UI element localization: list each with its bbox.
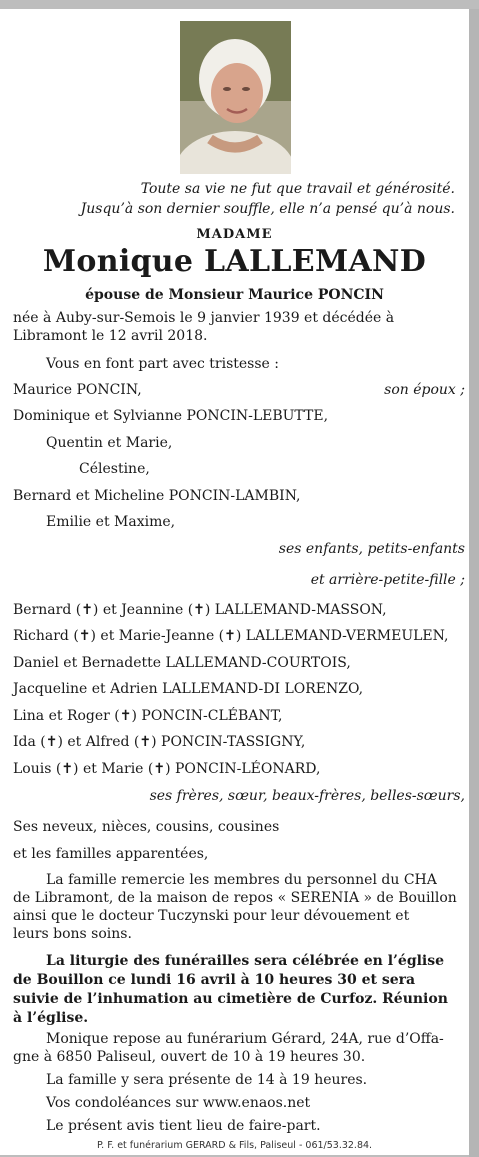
sibling-line: Richard (✝) et Marie-Jeanne (✝) LALLEMAND-VERMEULEN, [13, 628, 449, 644]
presence-line: La famille y sera présente de 14 à 19 heures. [46, 1072, 368, 1088]
funeral-line: à l’église. [13, 1010, 89, 1026]
quote-line-2: Jusqu’à son dernier souffle, elle n’a pensé qu’à nous. [80, 201, 455, 217]
family-line: Quentin et Marie, [46, 435, 173, 451]
spouse-line: épouse de Monsieur Maurice PONCIN [85, 287, 384, 303]
family-line: Bernard et Micheline PONCIN-LAMBIN, [13, 488, 301, 504]
sibling-line: Lina et Roger (✝) PONCIN-CLÉBANT, [13, 708, 283, 724]
sibling-line: Louis (✝) et Marie (✝) PONCIN-LÉONARD, [13, 761, 321, 777]
thanks-line: La famille remercie les membres du personnel du CHA [46, 872, 437, 888]
birth-line-2: Libramont le 12 avril 2018. [13, 328, 208, 344]
funeral-line: La liturgie des funérailles sera célébrée en l’église [46, 953, 445, 969]
portrait-photo [180, 21, 291, 174]
birth-line-1: née à Auby-sur-Semois le 9 janvier 1939 et décédée à [13, 310, 395, 326]
page-shadow [469, 9, 479, 1157]
extended-family-2: et les familles apparentées, [13, 846, 209, 862]
condolences-line: Vos condoléances sur www.enaos.net [46, 1095, 311, 1111]
rest-line: Monique repose au funérarium Gérard, 24A, rue d’Offa- [46, 1031, 444, 1047]
siblings-role: ses frères, sœur, beaux-frères, belles-sœurs, [149, 788, 465, 804]
spouse-role: son époux ; [384, 382, 465, 398]
funeral-home-footer: P. F. et funérarium GERARD & Fils, Paliseul - 061/53.32.84. [96, 1140, 373, 1151]
children-role-2: et arrière-petite-fille ; [310, 572, 465, 588]
sibling-line: Jacqueline et Adrien LALLEMAND-DI LORENZO, [13, 681, 364, 697]
intro-text: Vous en font part avec tristesse : [46, 356, 279, 372]
family-line: Dominique et Sylvianne PONCIN-LEBUTTE, [13, 408, 329, 424]
honorific: MADAME [196, 227, 273, 242]
family-line: Célestine, [79, 461, 150, 477]
thanks-line: de Libramont, de la maison de repos « SERENIA » de Bouillon [13, 890, 457, 906]
sibling-line: Ida (✝) et Alfred (✝) PONCIN-TASSIGNY, [13, 734, 306, 750]
spouse-name: Maurice PONCIN, [13, 382, 142, 398]
thanks-line: leurs bons soins. [13, 926, 132, 942]
deceased-name: Monique LALLEMAND [42, 244, 427, 279]
quote-line-1: Toute sa vie ne fut que travail et générosité. [140, 181, 455, 197]
rest-line: gne à 6850 Paliseul, ouvert de 10 à 19 heures 30. [13, 1049, 366, 1065]
thanks-line: ainsi que le docteur Tuczynski pour leur dévouement et [13, 908, 410, 924]
funeral-line: de Bouillon ce lundi 16 avril à 10 heures 30 et sera [13, 972, 416, 988]
family-line: Emilie et Maxime, [46, 514, 176, 530]
notice-line: Le présent avis tient lieu de faire-part. [46, 1118, 321, 1134]
sibling-line: Daniel et Bernadette LALLEMAND-COURTOIS, [13, 655, 351, 671]
funeral-line: suivie de l’inhumation au cimetière de Curfoz. Réunion [13, 991, 448, 1007]
sibling-line: Bernard (✝) et Jeannine (✝) LALLEMAND-MASSON, [13, 602, 387, 618]
extended-family-1: Ses neveux, nièces, cousins, cousines [13, 819, 280, 835]
children-role-1: ses enfants, petits-enfants [278, 541, 465, 557]
